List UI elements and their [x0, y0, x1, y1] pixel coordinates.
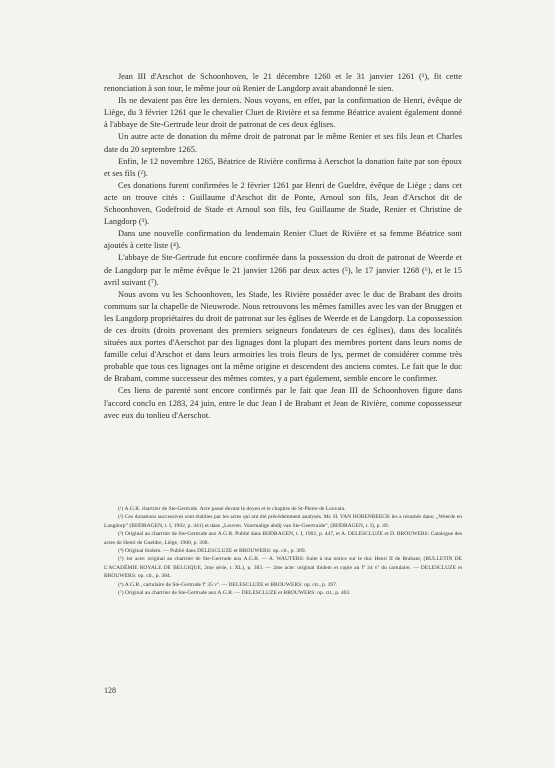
footnote-7: (⁷) Original au chartrier de Ste-Gertrude aux A.G.R. — DELESCLUZE et BROUWERS: op. cit., p. 403.	[118, 590, 351, 597]
paragraph-6: Dans une nouvelle confirmation du lendemain Renier Cluet de Rivière et sa femme Béatrice sont ajoutés à cette liste (⁴).	[104, 229, 462, 251]
paragraph-3: Un autre acte de donation du même droit de patronat par le même Renier et ses fils Jean et Charles date du 20 septembre 1265.	[104, 132, 462, 154]
paragraph-4: Enfin, le 12 novembre 1265, Béatrice de Rivière confirma à Aerschot la donation faite par son époux et ses fils (²).	[104, 156, 462, 178]
footnote-1: (¹) A.G.R. chartrier de Ste-Gertrude. Acte passé devant le doyen et le chapitre de St-Pierre de Louvain.	[118, 506, 346, 512]
paragraph-5: Ces donations furent confirmées le 2 février 1261 par Henri de Gueldre, évêque de Liège ; dans cet acte on trouve cités : Guillaume d'Arschot dit de Ponte, Arnoul son fils, Jean d'Arschot dit de Schoonhoven, Godefroid de Stade et Arnoul son fils, feu Guillaume de Stade, Renier et Christine de Langdorp (³).	[104, 180, 462, 227]
footnote-4: (⁴) Original ibidem. — Publié dans DELESCLUZE et BROUWERS: op. cit., p. 309.	[118, 548, 307, 555]
paragraph-7: L'abbaye de Ste-Gertrude fut encore confirmée dans la possession du droit de patronat de Weerde et de Langdorp par le même évêque le 21 janvier 1266 par deux actes (⁵), le 17 janvier 1268 (⁶), et le 15 avril suivant (⁷).	[104, 253, 462, 287]
footnote-6: (⁶) A.G.R., cartulaire de Ste-Gertrude fº 35 vº. — DELESCLUZE et BROUWERS: op. cit., p. 397.	[118, 581, 338, 588]
main-text	[104, 71, 462, 422]
paragraph-1: Jean III d'Arschot de Schoonhoven, le 21 décembre 1260 et le 31 janvier 1261 (¹), fit cette renonciation à son tour, le même jour où Renier de Langdorp avait abandonné le sien.	[104, 72, 462, 94]
footnote-2: (²) Ces donations successives sont établies par les actes qui ont été précédemment analysés. Mr. H. VAN HOBENBEECK les a résumés dans: „Weerde en Langdorp” (BIJDRAGEN, t. I, 1902, p. 441) et dans „Leuven. Voormalige abdij van Ste-Geertruide”, (BIJDRAGEN, t. I), p. 49.	[104, 514, 462, 529]
page-number: 128	[104, 686, 116, 695]
footnotes	[104, 505, 462, 597]
paragraph-9: Ces liens de parenté sont encore confirmés par le fait que Jean III de Schoonhoven figure dans l'accord conclu en 1283, 24 juin, entre le duc Jean I de Brabant et Jean de Rivière, comme copossesseur avec eux du tonlieu d'Aerschot.	[104, 386, 462, 420]
paragraph-8: Nous avons vu les Schoonhoven, les Stade, les Rivière posséder avec le duc de Brabant des droits communs sur la chapelle de Nieuwrode. Nous retrouvons les mêmes familles avec les van der Bruggen et les Langdorp propriétaires du droit de patronat sur les églises de Weerde et de Langdorp. La copossession de ces droits (droits provenant des premiers seigneurs fondateurs de ces églises), dans des localités situées aux portes d'Aerschot par des lignages dont la plupart des membres portent dans leurs noms de famille celui d'Arschot et dans leurs armoiries les trois fleurs de lys, permet de considérer comme très probable que tous ces lignages ont la même origine et descendent des anciens comtes. Le fait que le duc de Brabant, comme successeur des mêmes comtes, y a part également, semble encore le confirmer.	[104, 289, 462, 384]
footnote-5: (⁵) 1er acte: original au chartrier de Ste-Gertrude aux A.G.R. — A. WAUTERS: Suite à ma notice sur le duc Henri II de Brabant, (BULLETIN DE L'ACADÉMIE ROYALE DE BELGIQUE, 2me série, t. XL), p. 383. — 2me acte: original ibidem et copie au fº 34 vº du cartulaire. — DELESCLUZE et BROUWERS: op. cit., p. 384.	[104, 556, 462, 580]
paragraph-2: Ils ne devaient pas être les derniers. Nous voyons, en effet, par la confirmation de Henri, évêque de Liège, du 3 février 1261 que le chevalier Cluet de Rivière et sa femme Béatrice avaient également donné à l'abbaye de Ste-Gertrude leur droit de patronat de ces deux églises.	[104, 96, 462, 130]
footnote-3: (³) Original au chartrier de Ste-Gertrude aux A.G.R. Publié dans BIJDRAGEN, t. I, 1902, p. 447, et A. DELESCLUZE et D. BROUWERS: Catalogue des actes de Henri de Gueldre, Liège, 1900, p. 308.	[104, 531, 462, 546]
